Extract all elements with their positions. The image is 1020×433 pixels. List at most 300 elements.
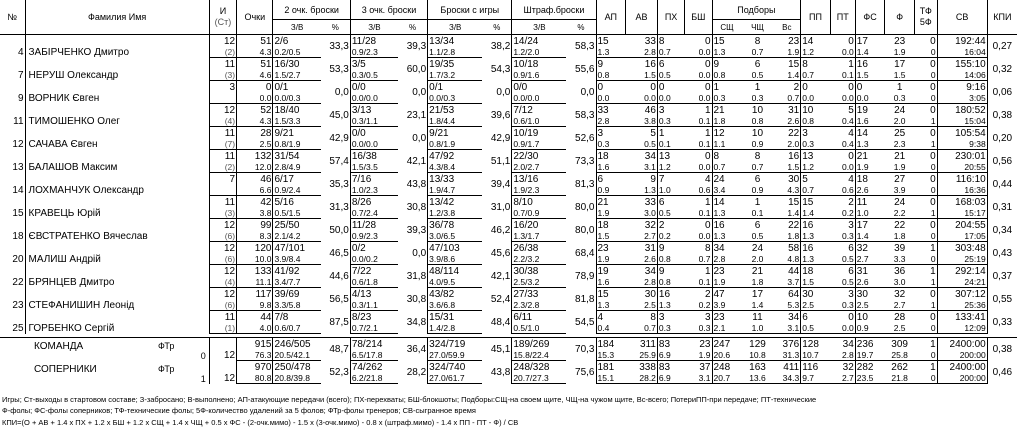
bsh-value: 8: [704, 243, 711, 254]
player-starts: (4): [209, 277, 236, 288]
kpi-value: 0,34: [987, 219, 1017, 242]
points-per-game: 4.3: [237, 116, 273, 127]
ap-per-game: 1.3: [596, 47, 626, 58]
reb-vs-per-game: 2.6: [773, 116, 800, 127]
ap-per-game: 1.3: [596, 300, 626, 311]
fs-per-game: 2.5: [855, 300, 885, 311]
ph-value: 16: [657, 288, 684, 301]
points-per-game: 10.0: [237, 254, 273, 265]
ph-per-game: 0.1: [657, 139, 684, 150]
f-per-game: 3.9: [885, 185, 915, 196]
reb-vs-value: 44: [788, 266, 800, 277]
col-av-header: АВ: [626, 0, 658, 35]
legend-line: Игры; Ст-выходы в стартовом составе; З-забросано; В-выполнено; АП-атакующие передачи (всего); ПХ-перехваты; БШ-блокшоты; Подборы:СЩ-на своем щите, ЧЩ-на чужом щите, Вс-всего; ПотериПП-при передаче; ПТ-технические: [2, 395, 817, 404]
two-zv-per-game: 0.2/0.5: [273, 47, 321, 58]
tf-per-game: 0: [914, 162, 937, 173]
f-per-game: 3.0: [885, 277, 915, 288]
three-zv-value: 74/262: [350, 361, 398, 374]
reb-chsh-per-game: 2.0: [742, 254, 774, 265]
f-value: 22: [894, 220, 906, 231]
bsh-per-game: 0.7: [685, 254, 712, 265]
ph-per-game: 0.3: [657, 116, 684, 127]
av-per-game: 3.0: [626, 208, 658, 219]
reb-ssh-per-game: 0.7: [712, 162, 742, 173]
free-pct-value: 58,3: [575, 40, 595, 52]
player-games: 12: [209, 104, 236, 117]
free-zv-header: З/В: [512, 20, 567, 35]
three-pct-value: 36,4: [406, 343, 427, 355]
f-value: 262: [891, 362, 908, 373]
three-zv-value: 11/28: [350, 35, 398, 48]
two-zv-per-game: 3.4/7.7: [273, 277, 321, 288]
tf-value: 0: [930, 220, 936, 231]
ph-per-game: 1.0: [657, 185, 684, 196]
reb-chsh-value: 11: [752, 312, 763, 323]
reb-chsh-per-game: 0.1: [742, 208, 774, 219]
ph-value: 2: [657, 219, 684, 232]
ap-value: 18: [596, 219, 626, 232]
pt-value: 0: [848, 151, 854, 162]
bsh-value: 0: [704, 151, 711, 162]
three-pct-value: 0,0: [412, 132, 427, 144]
player-games: 11: [209, 196, 236, 209]
free-zv-per-game: 2.3/2.8: [512, 300, 567, 311]
free-pct-value: 78,9: [575, 270, 595, 282]
two-zv-per-game: 3.9/8.4: [273, 254, 321, 265]
col-field-header: Броски с игры: [428, 0, 512, 20]
points-per-game: 3.8: [237, 208, 273, 219]
f-value: 28: [894, 312, 906, 323]
field-pct-value: 48,4: [490, 316, 511, 328]
pp-value: 15: [801, 196, 831, 209]
three-pct-value: 43,8: [406, 178, 427, 190]
pp-value: 18: [801, 265, 831, 278]
three-zv-value: 3/13: [350, 104, 398, 117]
av-value: 34: [644, 151, 656, 162]
ph-value: 83: [657, 338, 684, 351]
sv-per-game: 25:36: [937, 300, 987, 311]
sv-value: 9:16: [937, 81, 987, 94]
pp-per-game: 0.8: [801, 116, 831, 127]
reb-chsh-value: 6: [754, 59, 761, 70]
reb-ssh-per-game: 2.8: [712, 254, 742, 265]
col-points-header: Очки: [237, 0, 273, 35]
points-per-game: 80.8: [237, 373, 273, 384]
pp-value: 14: [801, 35, 831, 48]
free-zv-per-game: 1.9/2.3: [512, 185, 567, 196]
f-value: 21: [894, 151, 906, 162]
field-pct-value: 0,0: [496, 86, 511, 98]
pp-value: 30: [801, 288, 831, 301]
three-zv-value: 8/23: [350, 311, 398, 324]
three-zv-per-game: 0.0/0.0: [350, 139, 398, 150]
reb-vs-value: 22: [788, 128, 800, 139]
ap-value: 3: [596, 127, 626, 140]
two-zv-value: 0/1: [273, 81, 321, 94]
reb-ssh-per-game: 2.1: [712, 323, 742, 334]
reb-chsh-value: 21: [751, 266, 764, 277]
points-per-game: 4.3: [237, 47, 273, 58]
pp-per-game: 2.5: [801, 300, 831, 311]
tf-per-game: 1: [914, 116, 937, 127]
bsh-value: 1: [704, 197, 711, 208]
kpi-value: 0,38: [987, 104, 1017, 127]
ph-per-game: 1.3: [657, 300, 684, 311]
player-games: 12: [209, 265, 236, 278]
av-value: 338: [639, 362, 656, 373]
points-per-game: 76.3: [237, 350, 273, 361]
sv-per-game: 200:00: [937, 350, 987, 361]
player-number: 25: [12, 322, 24, 334]
ph-value: 6: [657, 58, 684, 71]
f-per-game: 2.3: [885, 139, 915, 150]
total-name: СОПЕРНИКИ: [34, 363, 97, 375]
coach-fouls-label: ФТр: [158, 363, 175, 374]
free-pct-header: %: [566, 20, 596, 35]
reb-ssh-per-game: 20.6: [712, 350, 742, 361]
reb-ssh-value: 16: [712, 219, 742, 232]
reb-chsh-per-game: 0.9: [742, 139, 774, 150]
three-zv-per-game: 6.2/21.8: [350, 373, 398, 384]
two-zv-per-game: 20.8/39.8: [273, 373, 321, 384]
kpi-value: 0,44: [987, 173, 1017, 196]
points-value: 970: [237, 361, 273, 374]
points-value: 120: [237, 242, 273, 255]
two-pct-value: 87,5: [329, 316, 349, 328]
tf-per-game: 1: [914, 139, 937, 150]
pp-per-game: 1.2: [801, 47, 831, 58]
pp-per-game: 10.7: [801, 350, 831, 361]
pp-value: 16: [801, 242, 831, 255]
bsh-value: 1: [704, 105, 711, 116]
ph-value: 8: [657, 35, 684, 48]
three-pct-value: 31,8: [406, 270, 427, 282]
two-zv-per-game: 2.1/4.2: [273, 231, 321, 242]
reb-ssh-value: 24: [712, 173, 742, 186]
tf-value: 0: [930, 59, 936, 70]
av-per-game: 2.8: [626, 47, 658, 58]
av-per-game: 1.3: [626, 185, 658, 196]
fs-per-game: 1.0: [855, 208, 885, 219]
free-pct-value: 81,3: [575, 178, 595, 190]
sv-value: 204:55: [937, 219, 987, 232]
ap-per-game: 1.9: [596, 208, 626, 219]
two-zv-value: 9/21: [273, 127, 321, 140]
av-value: 9: [650, 174, 656, 185]
ph-value: 83: [657, 361, 684, 374]
fs-per-game: 1.6: [855, 116, 885, 127]
field-zv-per-game: 1.2/3.8: [428, 208, 483, 219]
reb-ssh-value: 15: [712, 35, 742, 48]
three-zv-value: 3/5: [350, 58, 398, 71]
reb-chsh-per-game: 0.8: [742, 116, 774, 127]
reb-chsh-per-game: 0.7: [742, 47, 774, 58]
free-zv-value: 189/269: [512, 338, 567, 351]
field-zv-per-game: 1.7/3.2: [428, 70, 483, 81]
reb-ssh-per-game: 3.4: [712, 185, 742, 196]
three-zv-per-game: 6.5/17.8: [350, 350, 398, 361]
free-zv-per-game: 0.6/1.0: [512, 116, 567, 127]
reb-ssh-per-game: 0.3: [712, 93, 742, 104]
two-zv-per-game: 3.3/5.8: [273, 300, 321, 311]
ap-per-game: 15.1: [596, 373, 626, 384]
free-zv-value: 27/33: [512, 288, 567, 301]
player-starts: (3): [209, 70, 236, 81]
player-row: [0, 127, 1017, 140]
kpi-value: 0,31: [987, 196, 1017, 219]
bsh-per-game: 0.0: [685, 162, 712, 173]
f-per-game: 0.3: [885, 93, 915, 104]
reb-chsh-value: 129: [749, 339, 766, 350]
sv-value: 2400:00: [937, 361, 987, 374]
av-per-game: 28.2: [626, 373, 658, 384]
tf-per-game: 0: [914, 350, 937, 361]
two-pct-value: 31,3: [329, 201, 349, 213]
reb-vs-per-game: 3.7: [773, 277, 800, 288]
pp-per-game: 0.7: [801, 185, 831, 196]
fs-value: 32: [855, 242, 885, 255]
free-zv-per-game: 2.2/3.2: [512, 254, 567, 265]
fs-per-game: 23.5: [855, 373, 885, 384]
field-zv-per-game: 4.0/9.5: [428, 277, 483, 288]
ph-per-game: 0.8: [657, 277, 684, 288]
player-games: 12: [209, 242, 236, 255]
ap-value: 15: [596, 35, 626, 48]
reb-ssh-per-game: 1.3: [712, 208, 742, 219]
sv-per-game: 25:19: [937, 254, 987, 265]
ap-per-game: 1.9: [596, 254, 626, 265]
pp-value: 128: [801, 338, 831, 351]
av-value: 8: [650, 312, 656, 323]
legend: [2, 394, 1018, 428]
fs-per-game: 2.6: [855, 277, 885, 288]
reb-chsh-value: 163: [749, 362, 766, 373]
pt-per-game: 0.0: [830, 323, 855, 334]
coach-fouls-value: 1: [200, 373, 206, 384]
three-zv-value: 8/26: [350, 196, 398, 209]
player-starts: [209, 185, 236, 196]
pt-per-game: 0.3: [830, 300, 855, 311]
fs-per-game: 1.9: [855, 162, 885, 173]
header-row: [0, 0, 1017, 20]
free-zv-per-game: 1.3/1.7: [512, 231, 567, 242]
bsh-value: 0: [704, 59, 711, 70]
two-zv-value: 39/69: [273, 288, 321, 301]
tf-per-game: 0: [914, 185, 937, 196]
player-starts: (7): [209, 139, 236, 150]
two-zv-value: 250/478: [273, 361, 321, 374]
two-zv-per-game: 1.5/2.7: [273, 70, 321, 81]
three-zv-value: 0/0: [350, 81, 398, 94]
pt-value: 1: [848, 59, 854, 70]
fs-per-game: 0.9: [855, 323, 885, 334]
reb-chsh-value: 24: [751, 243, 764, 254]
player-games: 11: [209, 127, 236, 140]
total-games: 12: [209, 361, 236, 384]
reb-ssh-value: 21: [712, 104, 742, 117]
free-pct-value: 80,0: [575, 224, 595, 236]
three-zv-per-game: 1.5/3.5: [350, 162, 398, 173]
pp-per-game: 9.7: [801, 373, 831, 384]
pp-per-game: 1.3: [801, 254, 831, 265]
three-zv-per-game: 0.3/0.5: [350, 70, 398, 81]
three-pct-header: %: [398, 20, 428, 35]
fs-per-game: 0.0: [855, 93, 885, 104]
two-zv-value: 16/30: [273, 58, 321, 71]
three-zv-value: 0/2: [350, 242, 398, 255]
total-games: 12: [209, 338, 236, 361]
two-zv-header: З/В: [273, 20, 321, 35]
sv-value: 303:48: [937, 242, 987, 255]
field-zv-per-game: 1.9/4.7: [428, 185, 483, 196]
player-number: 11: [13, 115, 24, 127]
player-number: 13: [12, 161, 24, 173]
coach-fouls-value: 0: [200, 351, 206, 361]
reb-vs-per-game: 2.0: [773, 139, 800, 150]
col-name-header: Фамилия Имя: [25, 0, 209, 35]
tf-per-game: 0: [914, 373, 937, 384]
reb-chsh-value: 1: [754, 82, 761, 93]
ph-per-game: 6.9: [657, 350, 684, 361]
av-value: 311: [639, 339, 656, 350]
ap-value: 33: [596, 104, 626, 117]
three-zv-value: 7/16: [350, 173, 398, 186]
field-pct-value: 54,3: [490, 63, 511, 75]
bsh-per-game: 0.0: [685, 93, 712, 104]
two-zv-per-game: 0.5/1.5: [273, 208, 321, 219]
two-zv-per-game: 2.8/4.9: [273, 162, 321, 173]
f-value: 17: [894, 59, 906, 70]
pt-per-game: 0.6: [830, 185, 855, 196]
points-value: 44: [237, 311, 273, 324]
fs-per-game: 1.4: [855, 231, 885, 242]
field-zv-value: 324/740: [428, 361, 483, 374]
kpi-value: 0,43: [987, 242, 1017, 265]
legend-line: КПИ=(О + АВ + 1.4 х ПХ + 1.2 х БШ + 1.2 х СЩ + 1.4 х ЧЩ + 0.5 х ФС - (2-очк.мимо) - 1.5 х (3-очк.мимо) - 0.8 х (штраф.мимо) - 1.4 х ПП - ПТ - Ф) / СВ: [2, 417, 519, 427]
pt-value: 3: [848, 220, 854, 231]
points-value: 51: [237, 35, 273, 48]
col-ap-header: АП: [596, 0, 626, 35]
fs-value: 14: [855, 127, 885, 140]
av-value: 34: [644, 266, 656, 277]
reb-ssh-value: 8: [712, 150, 742, 163]
fs-value: 282: [855, 361, 885, 374]
pt-value: 0: [848, 312, 854, 323]
bsh-value: 0: [704, 220, 711, 231]
col-f-header: Ф: [885, 0, 915, 35]
ap-value: 23: [596, 242, 626, 255]
bsh-value: 1: [704, 128, 711, 139]
legend-line: Ф-фолы; ФС-фолы соперников; ТФ-технические фолы; 5Ф-количество удалений за 5 фолов; ФТр-фолы тренеров; СВ-сыгранное время: [2, 406, 476, 416]
bsh-per-game: 0.0: [685, 70, 712, 81]
pt-per-game: 0.5: [830, 277, 855, 288]
games-header-label: И: [219, 6, 227, 16]
field-zv-value: 19/35: [428, 58, 483, 71]
player-starts: (2): [209, 47, 236, 58]
pp-per-game: 1.4: [801, 208, 831, 219]
pt-per-game: 0.5: [830, 254, 855, 265]
ph-per-game: 0.0: [657, 93, 684, 104]
ph-per-game: 0.5: [657, 208, 684, 219]
f5-header-label: 5Ф: [919, 17, 932, 27]
player-number: 23: [12, 299, 24, 311]
reb-ssh-value: 23: [712, 311, 742, 324]
ap-per-game: 0.4: [596, 323, 626, 334]
bsh-per-game: 0.0: [685, 47, 712, 58]
tf-per-game: 1: [914, 300, 937, 311]
reb-chsh-per-game: 10.8: [742, 350, 774, 361]
player-games: 12: [209, 288, 236, 301]
two-zv-per-game: 0.8/1.9: [273, 139, 321, 150]
reb-chsh-value: 17: [751, 289, 764, 300]
field-zv-per-game: 27.0/59.9: [428, 350, 483, 361]
reb-vs-value: 34: [788, 312, 800, 323]
sv-per-game: 14:06: [937, 70, 987, 81]
player-number: 7: [17, 69, 24, 81]
pp-per-game: 1.2: [801, 162, 831, 173]
pp-per-game: 1.3: [801, 231, 831, 242]
fs-value: 21: [855, 150, 885, 163]
tf-per-game: 1: [914, 277, 937, 288]
reb-vs-value: 22: [788, 220, 800, 231]
field-pct-value: 52,4: [490, 293, 511, 305]
free-pct-value: 55,6: [575, 63, 595, 75]
reb-chsh-per-game: 0.3: [742, 93, 774, 104]
player-number: 18: [12, 230, 24, 242]
fs-per-game: 2.6: [855, 185, 885, 196]
bsh-value: 0: [704, 82, 711, 93]
f-value: 309: [891, 339, 908, 350]
f-per-game: 3.3: [885, 254, 915, 265]
free-pct-value: 0,0: [580, 86, 595, 98]
reb-chsh-per-game: 1.4: [742, 300, 774, 311]
col-pp-header: ПП: [801, 0, 831, 35]
player-number: 9: [17, 92, 24, 104]
free-pct-value: 81,8: [575, 293, 595, 305]
two-pct-value: 46,5: [329, 247, 349, 259]
field-zv-value: 13/33: [428, 173, 483, 186]
player-name: ВОРНИК Євген: [25, 81, 209, 104]
pt-value: 4: [848, 128, 854, 139]
ap-value: 9: [596, 58, 626, 71]
player-row: [0, 104, 1017, 117]
fs-value: 0: [855, 81, 885, 94]
player-name: МАЛИШ Андрій: [25, 242, 209, 265]
bsh-per-game: 0.1: [685, 116, 712, 127]
three-pct-value: 23,1: [406, 109, 427, 121]
reb-vs-per-game: 1.5: [773, 162, 800, 173]
reb-chsh-value: 10: [751, 128, 764, 139]
player-name: ЛОХМАНЧУК Олександр: [25, 173, 209, 196]
free-zv-value: 8/10: [512, 196, 567, 209]
field-zv-per-game: 3.0/6.5: [428, 231, 483, 242]
reb-vs-header: Вс: [773, 20, 800, 35]
kpi-value: 0,27: [987, 35, 1017, 58]
pp-value: 16: [801, 219, 831, 232]
player-row: [0, 242, 1017, 255]
ph-value: 9: [657, 242, 684, 255]
player-starts: (6): [209, 300, 236, 311]
av-value: 33: [644, 36, 656, 47]
field-zv-per-game: 3.6/6.8: [428, 300, 483, 311]
reb-chsh-value: 8: [754, 36, 761, 47]
free-zv-value: 26/38: [512, 242, 567, 255]
player-games: 11: [209, 150, 236, 163]
free-zv-value: 10/19: [512, 127, 567, 140]
points-value: 132: [237, 150, 273, 163]
sv-per-game: 16:36: [937, 185, 987, 196]
pt-value: 2: [848, 197, 854, 208]
